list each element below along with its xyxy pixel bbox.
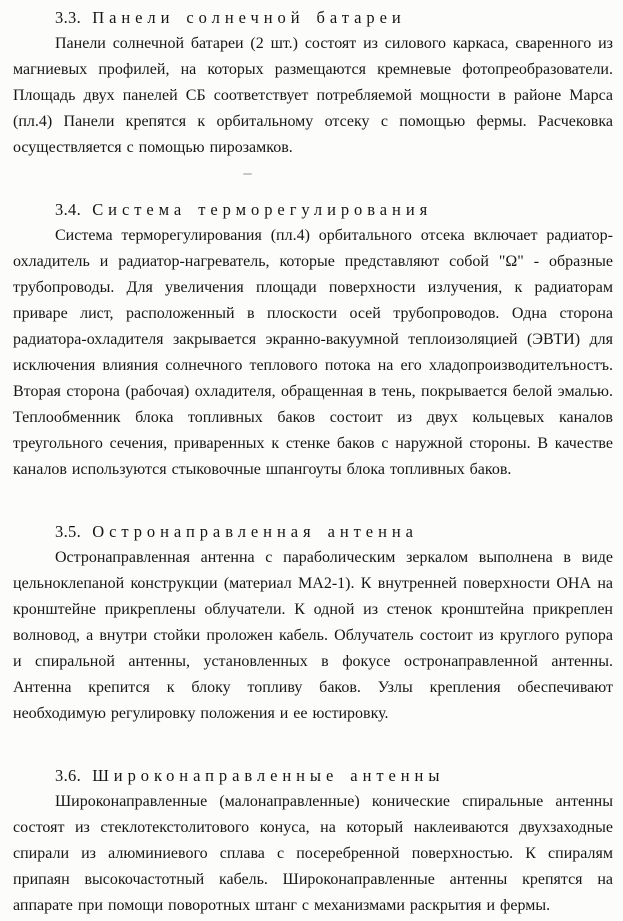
section-heading (13, 197, 613, 223)
section-paragraph: Остронаправленная антенна с параболическим зеркалом выполнена в виде цельноклепаной конструкции (материал МА2-1). К внутренней поверхности ОНА на кронштейне прикреплены облучатели. К одной из стенок кронштейна прикреплен волновод, а внутри стойки проложен кабель. Облучатель состоит из круглого рупора и спиральной антенны, установленных в фокусе остронаправленной антенны. Антенна крепится к блоку топливу баков. Узлы крепления обеспечивают необходимую регулировку положения и ее юстировку. (13, 549, 613, 722)
section-paragraph: Система терморегулирования (пл.4) орбитального отсека включает радиатор-охладитель и радиатор-нагреватель, которые представляют собой "Ω" - образные трубопроводы. Для увеличения площади поверхности излучения, к радиаторам приваре лист, расположенный в плоскости осей трубопроводов. Одна сторона радиатора-охладителя закрывается экранно-вакуумной теплоизоляцией (ЭВТИ) для исключения влияния солнечного теплового потока на его хладопроизводителъностъ. Вторая сторона (рабочая) охладителя, обращенная в тень, покрывается белой эмалью. Теплообменник блока топливных баков состоит из двух кольцевых каналов треугольного сечения, приваренных к стенке баков с наружной стороны. В качестве каналов используются стыковочные шпангоуты блока топливных баков. (13, 227, 613, 478)
section-title: Система терморегулирования (92, 200, 433, 219)
section-heading (13, 519, 613, 545)
section-3-5 (13, 519, 613, 727)
section-number: 3.6. (55, 766, 82, 785)
section-3-3 (13, 5, 613, 161)
section-3-4 (13, 197, 613, 483)
section-heading (13, 5, 613, 31)
section-title: Остронаправленная антенна (92, 522, 418, 541)
section-heading (13, 763, 613, 789)
section-number: 3.5. (55, 522, 82, 541)
section-title: Широконаправленные антенны (92, 766, 445, 785)
section-paragraph: Широконаправленные (малонаправленные) конические спиральные антенны состоят из стеклотекстолитового конуса, на который наклеиваются двухзаходные спирали из алюминиевого сплава с посеребренной поверхностью. К спиралям припаян высокочастотный кабель. Широконаправленные антенны крепятся на аппарате при помощи поворотных штанг с механизмами раскрытия и фермы. (13, 793, 613, 914)
section-title: Панели солнечной батареи (92, 8, 406, 27)
scan-artifact (243, 173, 252, 175)
section-paragraph: Панели солнечной батареи (2 шт.) состоят из силового каркаса, сваренного из магниевых профилей, на которых размещаются кремневые фотопреобразователи. Площадь двух панелей СБ соответствует потребляемой мощности в районе Марса (пл.4) Панели крепятся к орбитальному отсеку с помощью фермы. Расчековка осуществляется с помощью пирозамков. (13, 35, 613, 156)
section-number: 3.3. (55, 8, 82, 27)
section-3-6 (13, 763, 613, 919)
section-number: 3.4. (55, 200, 82, 219)
